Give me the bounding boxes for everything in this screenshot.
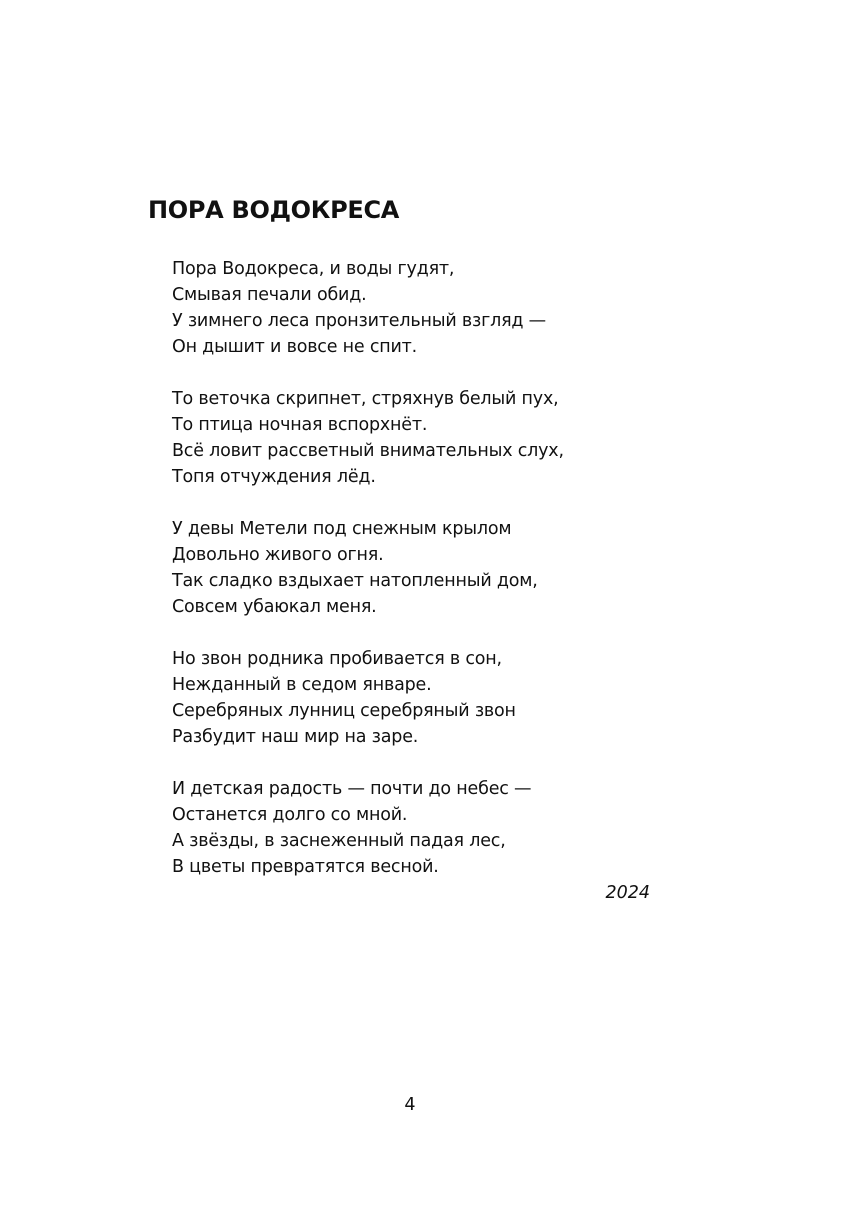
poem-line: У девы Метели под снежным крылом xyxy=(172,519,512,539)
stanza-2 xyxy=(172,386,692,490)
poem-year: 2024 xyxy=(605,883,650,903)
stanza-3 xyxy=(172,516,692,620)
poem-line: Пора Водокреса, и воды гудят, xyxy=(172,259,455,279)
poem-line: Довольно живого огня. xyxy=(172,545,384,565)
stanza-4 xyxy=(172,646,692,750)
stanza-5 xyxy=(172,776,692,880)
poem-line: Но звон родника пробивается в сон, xyxy=(172,649,502,669)
poem-body xyxy=(172,256,692,906)
poem-line: Всё ловит рассветный внимательных слух, xyxy=(172,441,564,461)
poem-line: И детская радость — почти до небес — xyxy=(172,779,532,799)
poem-title: ПОРА ВОДОКРЕСА xyxy=(148,196,400,224)
poem-line: Разбудит наш мир на заре. xyxy=(172,727,419,747)
poem-line: Нежданный в седом январе. xyxy=(172,675,432,695)
poem-line: Серебряных лунниц серебряный звон xyxy=(172,701,516,721)
poem-line: Смывая печали обид. xyxy=(172,285,367,305)
poem-line: У зимнего леса пронзительный взгляд — xyxy=(172,311,546,331)
poem-line: Совсем убаюкал меня. xyxy=(172,597,377,617)
stanza-1 xyxy=(172,256,692,360)
page-number: 4 xyxy=(404,1095,416,1115)
poem-line: В цветы превратятся весной. xyxy=(172,857,439,877)
poem-line: То птица ночная вспорхнёт. xyxy=(172,415,428,435)
poem-line: Топя отчуждения лёд. xyxy=(172,467,376,487)
poem-line: То веточка скрипнет, стряхнув белый пух, xyxy=(172,389,559,409)
poem-line: Останется долго со мной. xyxy=(172,805,408,825)
poem-line: Он дышит и вовсе не спит. xyxy=(172,337,418,357)
poem-line: А звёзды, в заснеженный падая лес, xyxy=(172,831,506,851)
poem-line: Так сладко вздыхает натопленный дом, xyxy=(172,571,538,591)
